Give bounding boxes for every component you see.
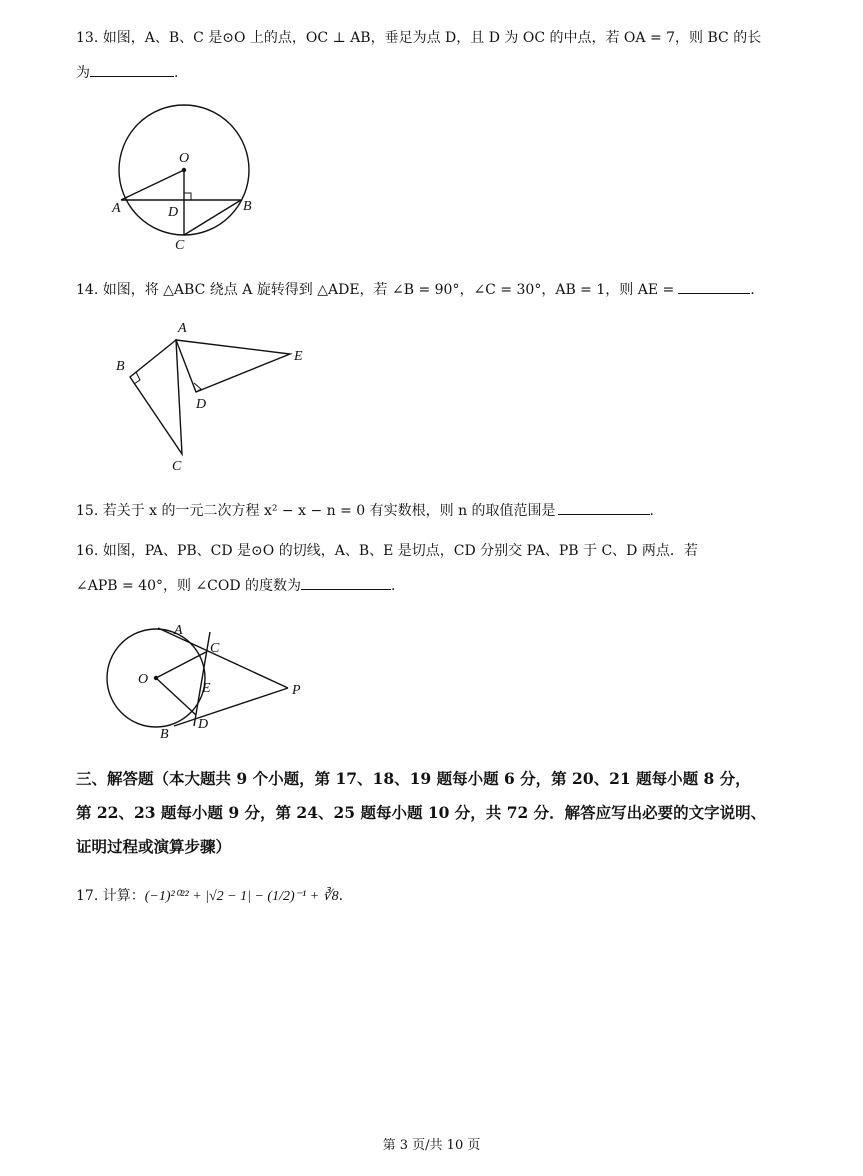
q13-right-angle-mark	[184, 193, 191, 200]
q16-suffix: .	[391, 578, 396, 594]
q17-prefix: 17. 计算：	[76, 888, 145, 904]
q15-answer-blank[interactable]	[558, 500, 650, 515]
q13-text-line2	[76, 62, 178, 83]
q16-center-dot	[154, 676, 158, 680]
q13-segment-oa	[121, 170, 184, 200]
q14-label-c: C	[172, 459, 182, 474]
q14-question: 14. 如图，将 △ABC 绕点 A 旋转得到 △ADE，若 ∠B = 90°，∠C = 30°，AB = 1，则 AE =	[76, 282, 675, 298]
q16-segment-od	[156, 678, 196, 715]
q16-label-p: P	[292, 683, 301, 698]
q14-label-a: A	[178, 321, 187, 336]
q14-text	[76, 279, 755, 300]
q16-label-b: B	[160, 727, 169, 742]
q13-label-d: D	[168, 205, 179, 220]
q14-figure	[108, 312, 328, 480]
q16-text-line2	[76, 575, 396, 596]
q16-label-a: A	[174, 623, 183, 638]
q14-triangle-ade	[176, 340, 290, 392]
q14-label-b: B	[116, 359, 125, 374]
section3-heading-line3: 证明过程或演算步骤）	[76, 837, 232, 856]
q16-answer-blank[interactable]	[301, 575, 391, 590]
q13-suffix: .	[174, 65, 179, 81]
q16-label-c: C	[210, 641, 220, 656]
q16-figure	[104, 616, 324, 746]
q16-label-d: D	[198, 717, 209, 732]
q15-suffix: .	[649, 503, 654, 519]
q13-label-b: B	[243, 199, 252, 214]
q16-segment-oc	[156, 652, 206, 678]
q16-text-line1: 16. 如图，PA、PB、CD 是⊙O 的切线，A、B、E 是切点，CD 分别交 PA、PB 于 C、D 两点．若	[76, 543, 698, 559]
page-footer: 第 3 页/共 10 页	[382, 1138, 481, 1153]
q13-segment-bc	[184, 200, 241, 235]
q17-expression: (−1)²⁰²² + |√2 − 1| − (1/2)⁻¹ + ∛8	[144, 889, 339, 904]
section3-heading-line1: 三、解答题（本大题共 9 个小题，第 17、18、19 题每小题 6 分，第 20、21 题每小题 8 分，	[76, 769, 751, 788]
q13-prefix: 为	[76, 65, 90, 81]
q13-label-o: O	[179, 151, 190, 166]
q16-tangent-pb	[174, 688, 288, 726]
q13-figure	[100, 98, 270, 258]
q17-text	[76, 886, 343, 907]
q16-label-e: E	[202, 681, 211, 696]
q13-answer-blank[interactable]	[90, 62, 174, 77]
q13-center-dot	[182, 168, 186, 172]
q13-label-c: C	[175, 238, 185, 253]
q14-label-e: E	[294, 349, 303, 364]
q15-question: 15. 若关于 x 的一元二次方程 x² − x − n = 0 有实数根，则 n 的取值范围是	[76, 503, 556, 519]
q16-label-o: O	[138, 672, 149, 687]
q13-label-a: A	[112, 201, 121, 216]
q17-suffix: .	[338, 888, 344, 904]
q14-answer-blank[interactable]	[678, 279, 750, 294]
q14-label-d: D	[196, 397, 207, 412]
q14-suffix: .	[750, 282, 755, 298]
q15-text	[76, 500, 654, 521]
section3-heading-line2: 第 22、23 题每小题 9 分，第 24、25 题每小题 10 分，共 72 分．解答应写出必要的文字说明、	[76, 803, 767, 822]
q13-text-line1: 13. 如图，A、B、C 是⊙O 上的点，OC ⊥ AB，垂足为点 D，且 D 为 OC 的中点，若 OA = 7，则 BC 的长	[76, 30, 762, 46]
q16-prefix: ∠APB = 40°，则 ∠COD 的度数为	[76, 578, 302, 594]
q14-triangle-abc	[130, 340, 182, 454]
